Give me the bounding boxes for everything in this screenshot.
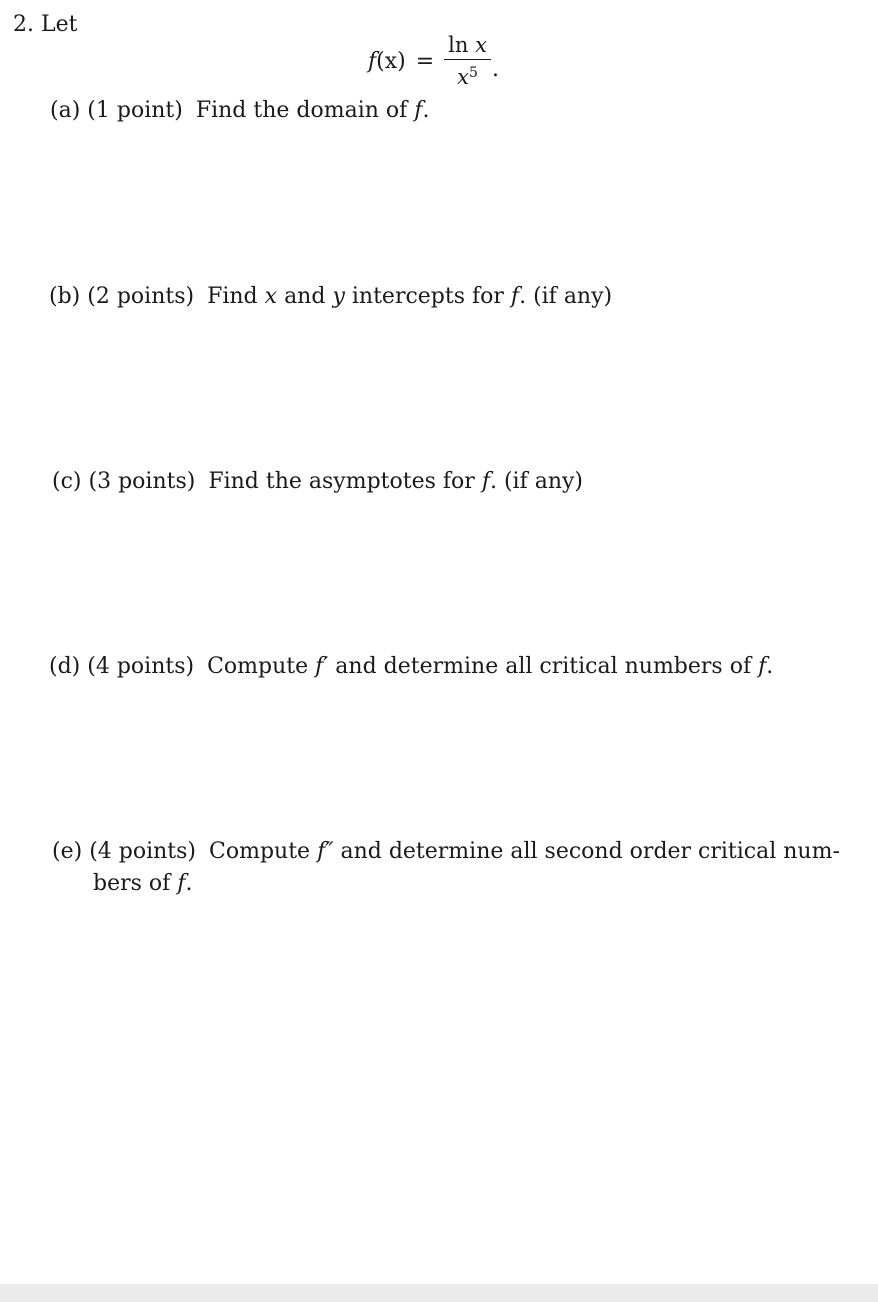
part-a-label: (a) xyxy=(50,98,81,123)
part-c: (c) (3 points) Find the asymptotes for f. (if any) xyxy=(52,469,584,494)
part-d-label: (d) xyxy=(49,654,81,679)
part-e: (e) (4 points) Compute f″ and determine all second order critical num- xyxy=(52,839,840,864)
fraction xyxy=(444,33,491,89)
part-a-text: Find the domain of xyxy=(195,98,408,123)
part-c-text: Find the asymptotes for xyxy=(208,469,475,494)
part-c-label: (c) xyxy=(52,469,82,494)
problem-intro: Let xyxy=(41,12,78,37)
fraction-numerator: ln x xyxy=(448,32,487,57)
part-b-points: (2 points) xyxy=(87,284,195,309)
problem-heading xyxy=(13,12,77,38)
part-c-points: (3 points) xyxy=(88,469,196,494)
part-a: (a) (1 point) Find the domain of f. xyxy=(50,98,430,123)
function-definition xyxy=(368,32,499,90)
part-b: (b) (2 points) Find x and y intercepts for f. (if any) xyxy=(49,284,613,309)
part-a-points: (1 point) xyxy=(87,98,183,123)
equation-period: . xyxy=(491,56,499,82)
equation-lhs: f(x) xyxy=(368,48,406,74)
part-b-label: (b) xyxy=(49,284,81,309)
part-e-continuation: bers of f. xyxy=(93,871,193,896)
part-e-label: (e) xyxy=(52,839,83,864)
part-e-points: (4 points) xyxy=(89,839,197,864)
equals-sign: = xyxy=(415,48,435,74)
problem-number: 2. xyxy=(13,12,34,37)
fraction-denominator: $x^5$ xyxy=(457,65,478,90)
page-bottom-strip xyxy=(0,1284,878,1302)
part-d-points: (4 points) xyxy=(87,654,195,679)
part-a-f: f xyxy=(414,98,423,123)
part-d: (d) (4 points) Compute f′ and determine all critical numbers of f. xyxy=(49,654,774,679)
part-b-text: Find xyxy=(207,284,258,309)
